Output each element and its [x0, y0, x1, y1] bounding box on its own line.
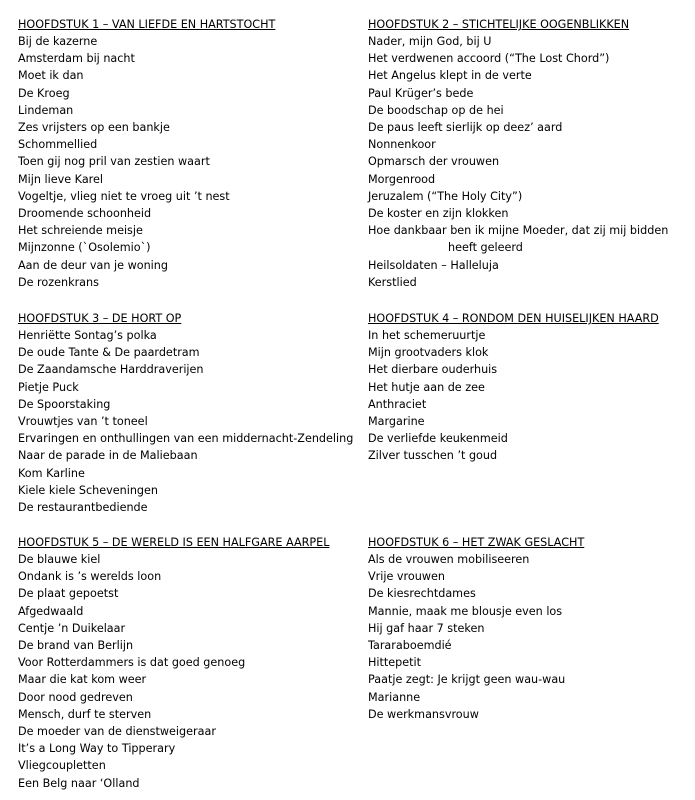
song-item: Paatje zegt: Je krijgt geen wau-wau	[368, 673, 566, 687]
song-item: Henriëtte Sontag’s polka	[18, 329, 157, 342]
song-item: Heilsoldaten – Halleluja	[368, 258, 499, 272]
song-item: Door nood gedreven	[18, 690, 133, 704]
song-item: De verliefde keukenmeid	[368, 432, 508, 446]
song-item: Hittepetit	[368, 656, 422, 670]
song-item: Nader, mijn God, bij U	[368, 35, 492, 48]
song-item: Moet ik dan	[18, 69, 84, 83]
song-line-continued: heeft geleerd	[448, 241, 523, 255]
chapter-3	[18, 310, 358, 516]
song-item: Mannie, maak me blousje even los	[368, 604, 563, 618]
song-item: De brand van Berlijn	[18, 639, 134, 653]
song-item: De blauwe kiel	[18, 553, 101, 566]
song-item: Kerstlied	[368, 275, 417, 289]
song-item: Het hutje aan de zee	[368, 380, 485, 394]
chapter-title: HOOFDSTUK 2 – STICHTELIJKE OOGENBLIKKEN	[368, 18, 630, 31]
song-item: Het Angelus klept in de verte	[368, 69, 532, 83]
song-item: De Spoorstaking	[18, 397, 111, 411]
song-item: Amsterdam bij nacht	[18, 52, 135, 66]
song-list	[368, 33, 695, 291]
chapter-title: HOOFDSTUK 6 – HET ZWAK GESLACHT	[368, 536, 585, 549]
song-item: Kiele kiele Scheveningen	[18, 483, 158, 497]
song-item: Ondank is ’s werelds loon	[18, 570, 162, 584]
chapter-title: HOOFDSTUK 3 – DE HORT OP	[18, 312, 182, 325]
song-item: Nonnenkoor	[368, 138, 436, 152]
song-item: De paus leeft sierlijk op deez’ aard	[368, 121, 563, 135]
song-list	[18, 33, 358, 291]
song-item: Vliegcoupletten	[18, 759, 106, 773]
song-item: Tararaboemdié	[368, 639, 452, 653]
song-list	[18, 551, 358, 792]
song-item: De koster en zijn klokken	[368, 207, 509, 221]
song-item: Toen gij nog pril van zestien waart	[18, 155, 210, 169]
song-item: Mijn lieve Karel	[18, 172, 104, 186]
song-item: Naar de parade in de Maliebaan	[18, 449, 198, 463]
song-item: Afgedwaald	[18, 604, 84, 618]
song-item: Vrouwtjes van ’t toneel	[18, 415, 148, 429]
song-item: Het dierbare ouderhuis	[368, 363, 498, 377]
song-item: Mijn grootvaders klok	[368, 346, 489, 360]
song-item: De moeder van de dienstweigeraar	[18, 725, 216, 739]
chapter-4	[368, 310, 695, 465]
song-item: Zilver tusschen ’t goud	[368, 449, 498, 463]
song-item: Mijnzonne (`Osolemio`)	[18, 241, 151, 255]
song-item: It’s a Long Way to Tipperary	[18, 742, 176, 756]
song-item: Paul Krüger’s bede	[368, 86, 474, 100]
song-item: Margarine	[368, 415, 425, 429]
song-item: Bij de kazerne	[18, 35, 98, 48]
song-item: Aan de deur van je woning	[18, 258, 168, 272]
song-item: Pietje Puck	[18, 380, 79, 394]
chapter-2	[368, 16, 695, 291]
song-item: Jeruzalem (“The Holy City”)	[368, 189, 523, 203]
song-item: Morgenrood	[368, 172, 436, 186]
song-item: De plaat gepoetst	[18, 587, 119, 601]
chapter-1	[18, 16, 358, 291]
song-item: Lindeman	[18, 103, 74, 117]
song-item: Vogeltje, vlieg niet te vroeg uit ’t nest	[18, 189, 230, 203]
song-item: Een Belg naar ‘Olland	[18, 776, 140, 790]
song-item: Mensch, durf te sterven	[18, 707, 152, 721]
song-item: De kiesrechtdames	[368, 587, 476, 601]
song-item: Maar die kat kom weer	[18, 673, 147, 687]
song-item: Ervaringen en onthullingen van een middernacht-Zendeling	[18, 432, 354, 446]
song-item	[368, 222, 695, 256]
song-item: Marianne	[368, 690, 421, 704]
song-item: De oude Tante & De paardetram	[18, 346, 200, 360]
song-item: De Kroeg	[18, 86, 70, 100]
song-item: Als de vrouwen mobiliseeren	[368, 553, 530, 566]
song-list	[368, 551, 695, 723]
song-item: Anthraciet	[368, 397, 427, 411]
song-item: De restaurantbediende	[18, 501, 148, 515]
song-item: De werkmansvrouw	[368, 707, 479, 721]
song-item: Zes vrijsters op een bankje	[18, 121, 170, 135]
song-item: Schommellied	[18, 138, 98, 152]
chapter-title: HOOFDSTUK 4 – RONDOM DEN HUISELIJKEN HAARD	[368, 312, 659, 325]
song-item: Droomende schoonheid	[18, 207, 152, 221]
chapter-5	[18, 534, 358, 792]
song-item: Centje ’n Duikelaar	[18, 621, 126, 635]
chapter-title: HOOFDSTUK 5 – DE WERELD IS EEN HALFGARE AARPEL	[18, 536, 330, 549]
song-item: De boodschap op de hei	[368, 103, 504, 117]
song-item: Hij gaf haar 7 steken	[368, 621, 485, 635]
chapter-title: HOOFDSTUK 1 – VAN LIEFDE EN HARTSTOCHT	[18, 18, 276, 31]
song-item: Voor Rotterdammers is dat goed genoeg	[18, 656, 246, 670]
song-list	[18, 327, 358, 516]
song-item: In het schemeruurtje	[368, 329, 486, 342]
song-list	[368, 327, 695, 465]
song-item: Opmarsch der vrouwen	[368, 155, 500, 169]
song-item: Vrije vrouwen	[368, 570, 445, 584]
song-item: De rozenkrans	[18, 275, 99, 289]
song-item: Het verdwenen accoord (“The Lost Chord”)	[368, 52, 610, 66]
song-line: Hoe dankbaar ben ik mijne Moeder, dat zij mij bidden	[368, 224, 669, 238]
chapter-6	[368, 534, 695, 723]
song-item: De Zaandamsche Harddraverijen	[18, 363, 204, 377]
song-item: Kom Karline	[18, 466, 85, 480]
song-item: Het schreiende meisje	[18, 224, 143, 238]
